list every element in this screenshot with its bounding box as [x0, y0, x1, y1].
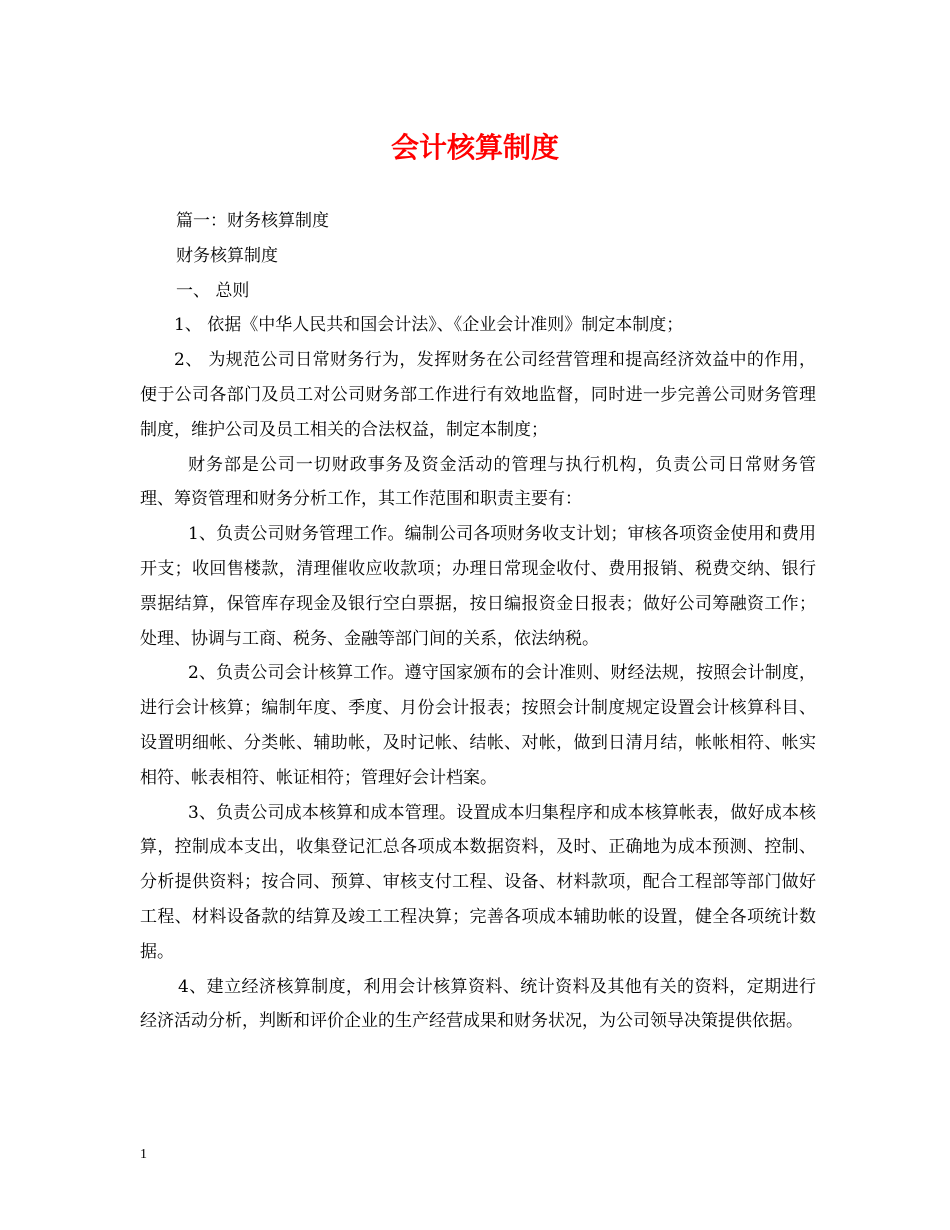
paragraph-2: 2、 为规范公司日常财务行为，发挥财务在公司经营管理和提高经济效益中的作用，便于公司各部门及员工对公司财务部工作进行有效地监督，同时进一步完善公司财务管理制度，维护公司及员工相关的合法权益，制定本制度；: [140, 350, 816, 440]
sub-heading: 财务核算制度: [176, 245, 278, 266]
paragraph-5: 2、负责公司会计核算工作。遵守国家颁布的会计准则、财经法规，按照会计制度，进行会计核算；编制年度、季度、月份会计报表；按照会计制度规定设置会计核算科目、设置明细帐、分类帐、辅助帐，及时记帐、结帐、对帐，做到日清月结，帐帐相符、帐实相符、帐表相符、帐证相符；管理好会计档案。: [140, 663, 816, 788]
paragraph-6: 3、负责公司成本核算和成本管理。设置成本归集程序和成本核算帐表，做好成本核算，控制成本支出，收集登记汇总各项成本数据资料，及时、正确地为成本预测、控制、分析提供资料；按合同、预算、审核支付工程、设备、材料款项，配合工程部等部门做好工程、材料设备款的结算及竣工工程决算；完善各项成本辅助帐的设置，健全各项统计数据。: [140, 802, 816, 962]
paragraph-3: 财务部是公司一切财政事务及资金活动的管理与执行机构，负责公司日常财务管理、筹资管理和财务分析工作，其工作范围和职责主要有：: [140, 454, 816, 510]
page-number: 1: [140, 1147, 147, 1162]
section-heading: 一、 总则: [176, 280, 250, 301]
paragraph-1: 1、 依据《中华人民共和国会计法》、《企业会计准则》制定本制度；: [174, 315, 684, 336]
paragraph-7: 4、建立经济核算制度，利用会计核算资料、统计资料及其他有关的资料，定期进行经济活动分析，判断和评价企业的生产经营成果和财务状况，为公司领导决策提供依据。: [140, 976, 816, 1032]
document-title: 会计核算制度: [390, 131, 559, 164]
paragraph-4: 1、负责公司财务管理工作。编制公司各项财务收支计划；审核各项资金使用和费用开支；收回售楼款，清理催收应收款项；办理日常现金收付、费用报销、税费交纳、银行票据结算，保管库存现金及银行空白票据，按日编报资金日报表；做好公司筹融资工作；处理、协调与工商、税务、金融等部门间的关系，依法纳税。: [140, 524, 816, 649]
document-body: [140, 204, 816, 1039]
chapter-heading: 篇一：财务核算制度: [176, 211, 329, 231]
